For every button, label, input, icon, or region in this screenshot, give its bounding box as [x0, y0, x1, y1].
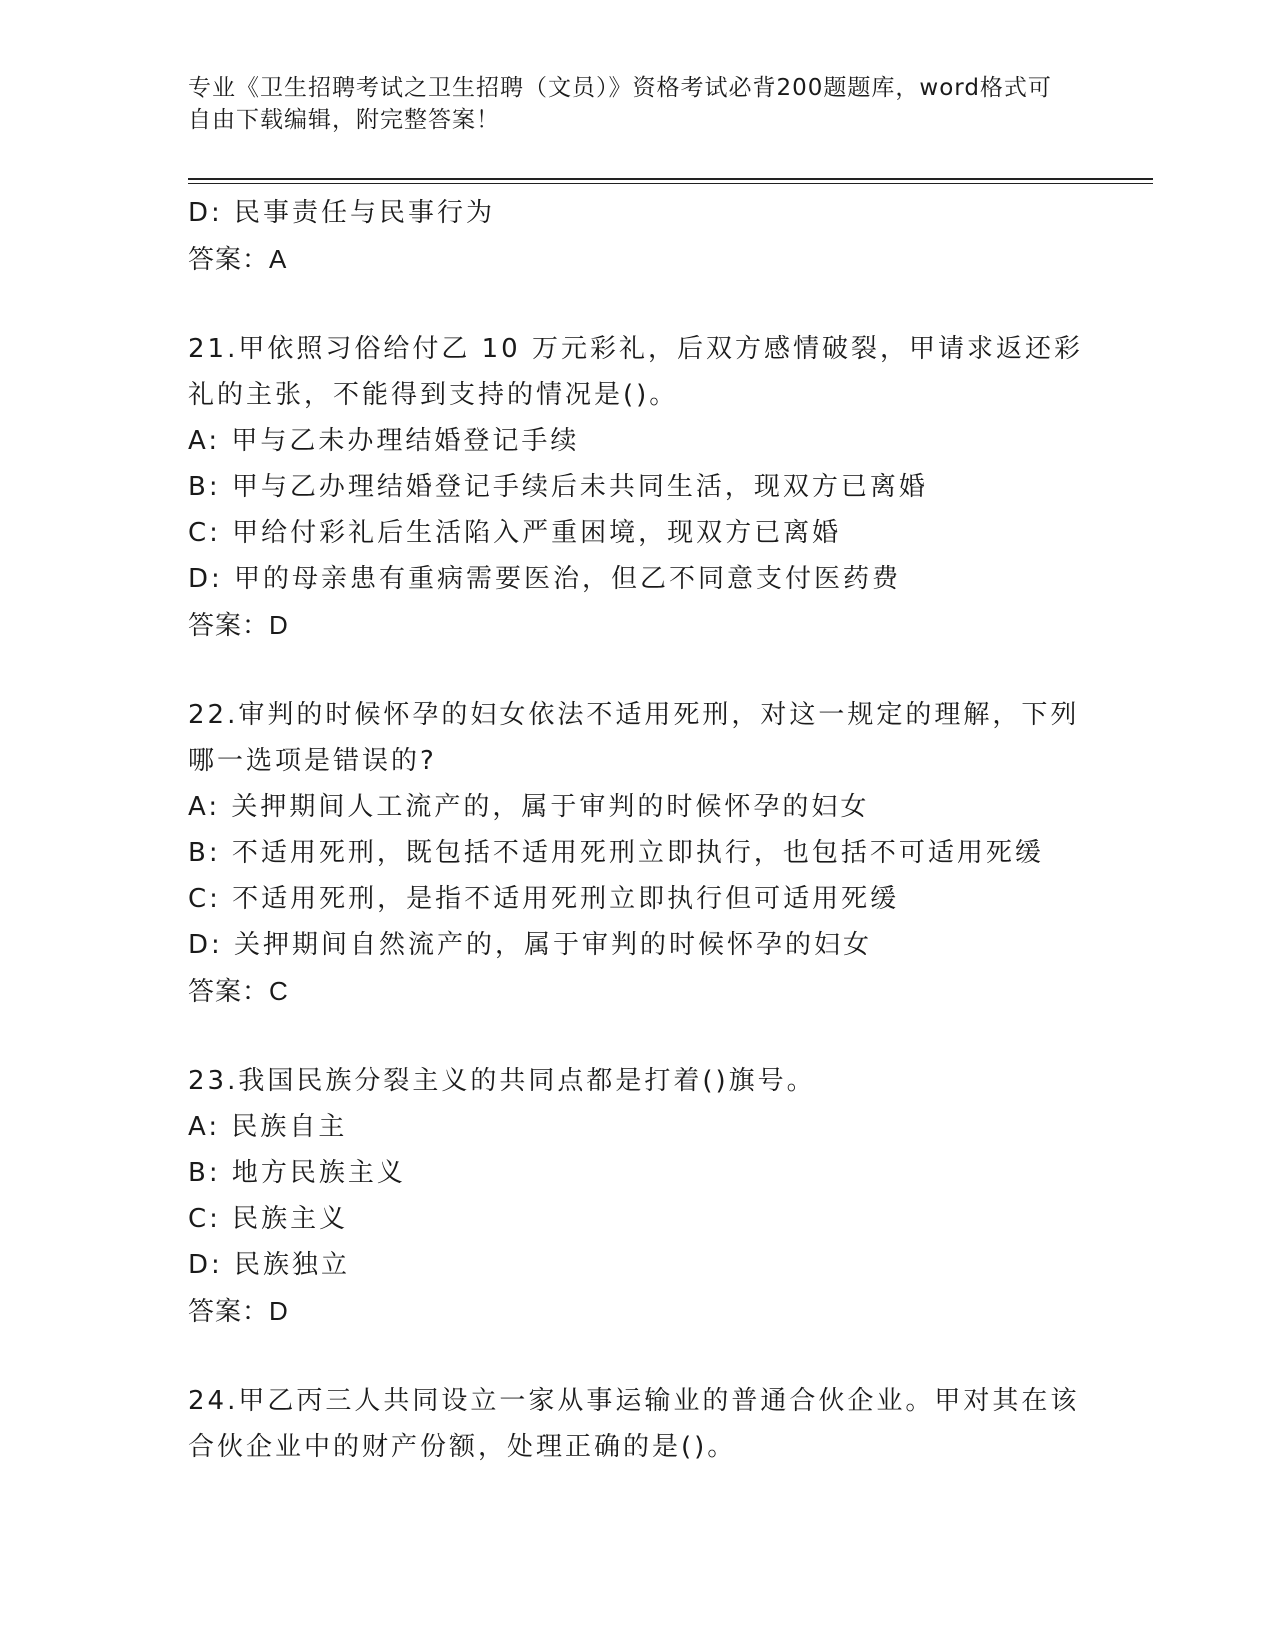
option-d: D: 关押期间自然流产的，属于审判的时候怀孕的妇女: [188, 930, 873, 960]
answer-line: 答案：C: [188, 976, 289, 1006]
option-d: D: 民事责任与民事行为: [188, 198, 496, 228]
answer-line: 答案：A: [188, 244, 288, 274]
question-list: [188, 190, 1088, 1470]
option-a: A: 关押期间人工流产的，属于审判的时候怀孕的妇女: [188, 792, 870, 822]
answer-line: 答案：D: [188, 610, 289, 640]
document-header: 专业《卫生招聘考试之卫生招聘（文员）》资格考试必背200题题库，word格式可自由下载编辑，附完整答案！: [188, 75, 1052, 133]
question-stem: 21.甲依照习俗给付乙 10 万元彩礼，后双方感情破裂，甲请求返还彩: [188, 334, 1083, 364]
question-stem: 合伙企业中的财产份额，处理正确的是()。: [188, 1432, 737, 1462]
question-22: [188, 692, 1088, 1014]
question-23: [188, 1058, 1088, 1334]
option-b: B: 甲与乙办理结婚登记手续后未共同生活，现双方已离婚: [188, 472, 928, 502]
option-a: A: 甲与乙未办理结婚登记手续: [188, 426, 580, 456]
answer-line: 答案：D: [188, 1296, 289, 1326]
header-divider-thin: [188, 183, 1153, 184]
question-stem: 22.审判的时候怀孕的妇女依法不适用死刑，对这一规定的理解，下列: [188, 700, 1080, 730]
option-c: C: 甲给付彩礼后生活陷入严重困境，现双方已离婚: [188, 518, 842, 548]
question-24: [188, 1378, 1088, 1470]
question-stem: 礼的主张，不能得到支持的情况是()。: [188, 380, 679, 410]
header-divider: [188, 178, 1153, 180]
question-stem: 哪一选项是错误的?: [188, 746, 437, 776]
question-21: [188, 326, 1088, 648]
option-c: C: 民族主义: [188, 1204, 349, 1234]
question-stem: 23.我国民族分裂主义的共同点都是打着()旗号。: [188, 1066, 816, 1096]
option-b: B: 不适用死刑，既包括不适用死刑立即执行，也包括不可适用死缓: [188, 838, 1044, 868]
option-c: C: 不适用死刑，是指不适用死刑立即执行但可适用死缓: [188, 884, 900, 914]
option-d: D: 甲的母亲患有重病需要医治，但乙不同意支付医药费: [188, 564, 902, 594]
question-stem: 24.甲乙丙三人共同设立一家从事运输业的普通合伙企业。甲对其在该: [188, 1386, 1080, 1416]
option-a: A: 民族自主: [188, 1112, 348, 1142]
option-b: B: 地方民族主义: [188, 1158, 406, 1188]
option-d: D: 民族独立: [188, 1250, 351, 1280]
